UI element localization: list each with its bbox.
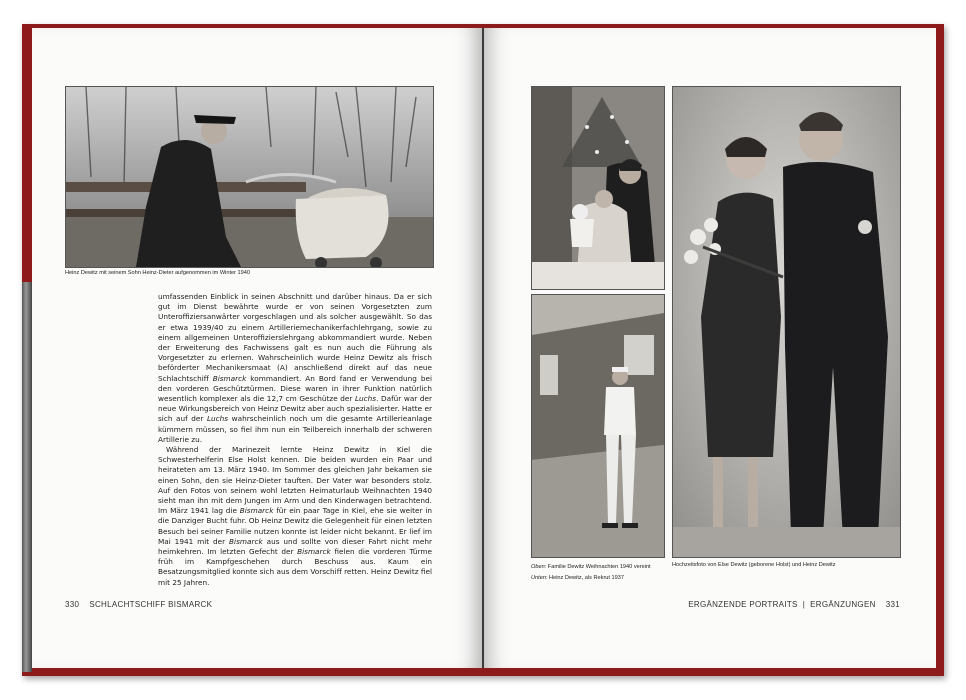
paragraph-1: umfassenden Einblick in seinen Abschnitt und darüber hinaus. Da er sich gut im Dienst bewährte wurde er von seinen Vorgesetzten zum Unteroffiziersanwärter vorgeschlagen und als solcher ausgewählt. So das er etwa 1939/40 zu einem Artilleriemechanikerfachlehrgang, sowie zu einem allgemeinen Unteroffizierslehrgang abkommandiert wurde. Neben der Erweiterung des Fachwissens galt es nun auch die Führung als Vorgesetzter zu erlernen. Wahrscheinlich wurde Heinz Dewitz als frisch beförderter Mechanikersmaat (A) anschließend direkt auf das neue Schlachtschiff Bismarck kommandiert. An Bord fand er Verwendung bei den vorderen Geschütztürmen. Diese waren in ihrer Funktion natürlich wesentlich komplexer als die 12,7 cm Geschütze der Luchs. Dafür war der neue Wirkungsbereich von Heinz Dewitz aber auch spezialisierter. Hatte er sich auf der Luchs wahrscheinlich noch um die gesamte Artillerieanlage kümmern müssen, so fiel ihm nun ein Teilbereich innerhalb der schweren Artillerie zu. [158, 292, 433, 444]
right-footer [688, 600, 900, 609]
right-page [484, 28, 936, 668]
paragraph-2: Während der Marinezeit lernte Heinz Dewitz in Kiel die Schwesterhelferin Else Holst kennen. Die beiden wurden ein Paar und heirateten am 13. März 1940. Im Sommer des gleichen Jahr bekamen sie einen Sohn, den sie Heinz-Dieter tauften. Der Vater war besonders stolz. Auf den Fotos von seinem wohl letzten Heimaturlaub Weihnachten 1940 sieht man ihn mit dem Jungen im Arm und den Kinderwagen betrachtend. Im März 1941 lag die Bismarck für ein paar Tage in Kiel, ehe sie weiter in die Danziger Bucht fuhr. Ob Heinz Dewitz die Gelegenheit für einen letzten Besuch bei seiner Familie nutzen konnte ist leider nicht bekannt. Er lief im Mai 1941 mit der Bismarck aus und sollte von dieser Fahrt nicht mehr heimkehren. Im letzten Gefecht der Bismarck fielen die vorderen Türme früh im Kampfgeschehen durch Beschuss aus. Kaum ein Besatzungsmitglied konnte sich aus dem Vorschiff retten. Heinz Dewitz fiel mit 25 Jahren. [158, 445, 433, 587]
caption-christmas-and-recruit [531, 562, 651, 584]
photo-wedding [672, 86, 901, 558]
running-title-left: SCHLACHTSCHIFF BISMARCK [89, 600, 213, 609]
left-footer [65, 600, 212, 609]
running-title-right: ERGÄNZENDE PORTRAITS | ERGÄNZUNGEN [688, 600, 876, 609]
photo-christmas-1940 [531, 86, 665, 290]
caption-wedding: Hochzeitsfoto von Else Dewitz (geborene Holst) und Heinz Dewitz [672, 562, 836, 568]
photo-recruit-1937 [531, 294, 665, 558]
book-edge [22, 282, 32, 672]
page-number-right: 331 [885, 600, 900, 609]
caption-bottom: Unten: Heinz Dewitz, als Rekrut 1937 [531, 575, 624, 581]
body-text [158, 292, 432, 588]
page-number-left: 330 [65, 600, 80, 609]
left-page [32, 28, 482, 668]
caption-top: Oben: Familie Dewitz Weihnachten 1940 vereint [531, 564, 651, 570]
photo-father-with-pram [65, 86, 434, 268]
photo-caption-left: Heinz Dewitz mit seinem Sohn Heinz-Dieter aufgenommen im Winter 1940 [65, 270, 250, 276]
